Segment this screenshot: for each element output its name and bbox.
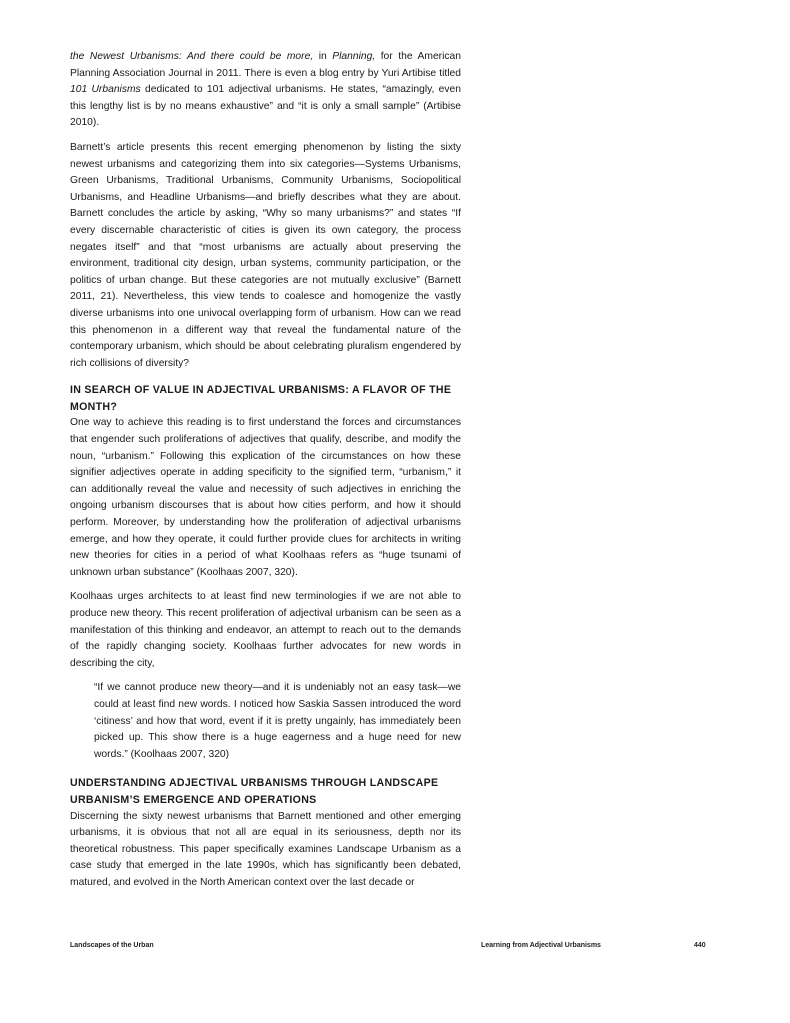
paragraph-intro-text-3: dedicated to 101 adjectival urbanisms. He states, “amazingly, even this lengthy list is by no means exhaustive” and “it is only a small sample” (Artibise 2010).	[70, 84, 462, 129]
paragraph-koolhaas: Koolhaas urges architects to at least find new terminologies if we are not able to produce new theory. This recent proliferation of adjectival urbanism can be seen as a manifestation of this thinking and endeavor, an attempt to reach out to the demands of the rapidly changing society. Koolhaas further advocates for new words in describing the city,	[70, 591, 461, 669]
paragraph-reading: One way to achieve this reading is to first understand the forces and circumstances that engender such proliferations of adjectives that qualify, describe, and modify the noun, “urbanism.” Following this explication of the circumstances on how these signifier adjectives operate in adding specificity to the signified term, “urbanism,” it can additionally reveal the value and necessity of such adjectives in enriching the ongoing urbanism discourses that is about how cities perform, and how it should perform. Moreover, by understanding how the proliferation of adjectival urbanisms emerge, and how they operate, it could further provide clues for architects in writing new theories for cities in a period of what Koolhaas refers as “huge tsunami of unknown urban substance” (Koolhaas 2007, 320).	[70, 417, 461, 578]
cited-title-101-urbanisms: 101 Urbanisms	[70, 84, 141, 96]
cited-title-newest-urbanisms: the Newest Urbanisms: And there could be more,	[70, 51, 314, 62]
block-quote-koolhaas: “If we cannot produce new theory—and it is undeniably not an easy task—we could at least find new words. I noticed how Saskia Sassen introduced the word ‘citiness’ and how that word, event if it is pretty ungainly, has immediately been picked up. This show there is a huge eagerness and a huge need for new words.” (Koolhaas 2007, 320)	[94, 682, 461, 760]
paragraph-intro-text-1: in	[313, 51, 333, 62]
section-heading-value: IN SEARCH OF VALUE IN ADJECTIVAL URBANISMS: A FLAVOR OF THE MONTH?	[70, 384, 452, 413]
paragraph-barnett: Barnett’s article presents this recent emerging phenomenon by listing the sixty newest urbanisms and categorizing them into six categories—Systems Urbanisms, Green Urbanisms, Traditional Urbanisms, Community Urbanisms, Sociopolitical Urbanisms, and Headline Urbanisms—and briefly describes what they are about. Barnett concludes the article by asking, “Why so many urbanisms?” and states “If every discernable characteristic of cities is given its own category, the process negates itself” and that “most urbanisms are actually about preserving the environment, traditional city design, urban systems, community participation, or the politics of urban change. But these categories are not mutually exclusive” (Barnett 2011, 21). Nevertheless, this view tends to coalesce and homogenize the vastly diverse urbanisms into one univocal overlapping form of urbanism. How can we read this phenomenon in a different way that reveal the fundamental nature of the contemporary urbanism, which should be about celebrating pluralism engendered by rich collisions of diversity?	[70, 141, 461, 369]
footer-book-title: Landscapes of the Urban	[70, 942, 154, 949]
paragraph-intro-text-2: for the American Planning Association Journal in 2011. There is even a blog entry by Yuri Artibise titled	[70, 51, 461, 79]
footer-chapter-title: Learning from Adjectival Urbanisms	[481, 942, 601, 949]
cited-title-planning: Planning,	[332, 51, 376, 62]
page-body	[70, 49, 461, 892]
paragraph-intro	[70, 49, 461, 132]
paragraph-landscape: Discerning the sixty newest urbanisms that Barnett mentioned and other emerging urbanisms, it is obvious that not all are equal in its seriousness, depth nor its theoretical robustness. This paper specifically examines Landscape Urbanism as a case study that emerged in the late 1990s, which has significantly been debated, matured, and evolved in the North American context over the last decade or	[70, 810, 461, 888]
section-heading-landscape: UNDERSTANDING ADJECTIVAL URBANISMS THROUGH LANDSCAPE URBANISM’S EMERGENCE AND OPERATIONS	[70, 777, 439, 806]
page-number: 440	[694, 942, 706, 949]
